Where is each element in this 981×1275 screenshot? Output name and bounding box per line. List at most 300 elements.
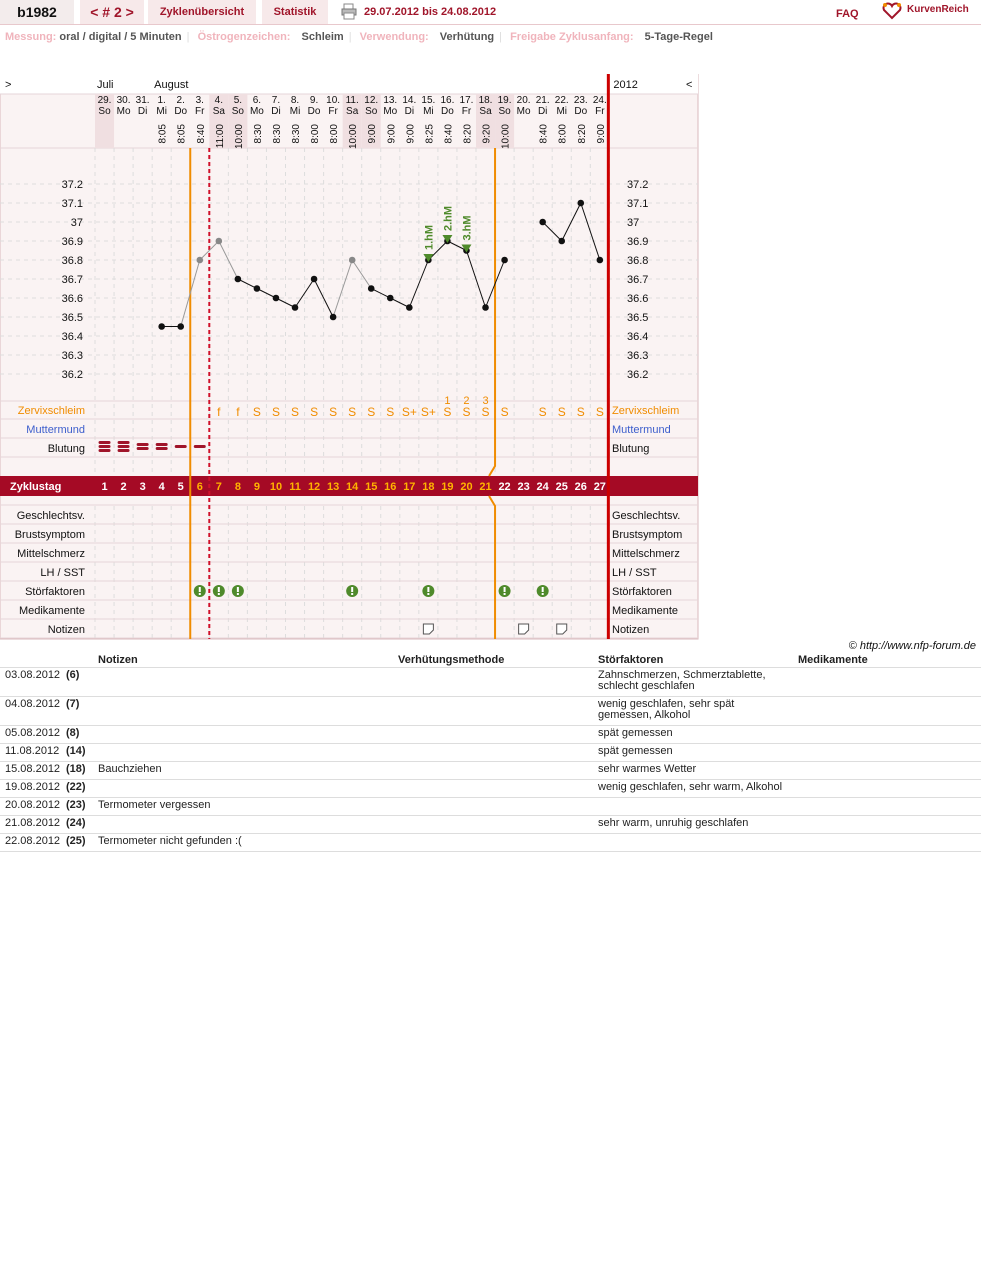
weekday-label: Sa [212,106,225,117]
info-value: 5-Tage-Regel [644,31,713,43]
bleeding-mark [99,449,111,452]
row-note [93,780,393,798]
info-label: Freigabe Zyklusanfang: [510,31,634,43]
row-note [93,816,393,834]
row-medication [793,762,981,780]
date-label: 8. [290,95,300,106]
cycle-day-number: 17 [403,481,416,493]
cycle-day-number: 26 [574,481,587,493]
row-cycle-day: (23) [66,798,93,816]
temp-point [216,238,223,245]
date-label: 29. [97,95,112,106]
cycle-day-number: 2 [120,481,127,493]
table-row [0,744,981,762]
cycle-day-number: 8 [234,481,241,493]
date-label: 2. [176,95,185,106]
row-method [393,816,593,834]
weekday-label: So [498,106,511,117]
temp-point [330,314,337,321]
weekday-label: Mi [289,106,301,117]
cycle-day-number: 13 [327,481,340,493]
time-label: 9:00 [367,124,379,144]
row-label-left: Muttermund [26,424,85,436]
logo[interactable]: KurvenReich [907,4,969,15]
row-note [93,697,393,726]
cycle-day-number: 1 [101,481,108,493]
row-note: Termometer nicht gefunden :( [93,834,393,852]
weekday-label: Sa [479,106,492,117]
info-value: Schleim [301,31,344,43]
row-label-left: Geschlechtsv. [16,510,85,522]
disturbance-icon [346,585,358,597]
y-tick-left: 36.6 [61,293,83,305]
disturbance-dot [504,593,506,595]
table-row [0,780,981,798]
row-method [393,798,593,816]
temp-point [368,285,375,292]
weekday-label: Sa [346,106,359,117]
row-date: 15.08.2012 [0,762,66,780]
date-label: 19. [497,95,512,106]
row-medication [793,668,981,697]
top-bar [0,0,981,25]
row-note [93,744,393,762]
date-label: 9. [309,95,319,106]
weekday-label: So [365,106,378,117]
mucus-mark: S [443,405,452,419]
time-label: 8:20 [576,124,588,144]
row-cycle-day: (25) [66,834,93,852]
disturbance-mark [427,587,429,592]
mucus-mark: f [236,405,240,419]
cycle-day-number: 16 [384,481,397,493]
date-label: 22. [554,95,569,106]
date-label: 7. [271,95,281,106]
weekday-label: Di [404,106,415,117]
cycle-day-number: 20 [460,481,473,493]
time-label: 8:30 [271,124,283,144]
weekday-label: Mo [249,106,264,117]
row-label-right: Blutung [612,443,650,455]
bleeding-mark [156,443,168,446]
date-label: 6. [252,95,262,106]
time-label: 10:00 [500,124,512,150]
time-label: 8:00 [557,124,569,144]
bleeding-mark [99,445,111,448]
y-tick-left: 36.7 [61,274,83,286]
chart-nav-prev: > [5,79,12,91]
temp-point [235,276,242,283]
cycle-day-number: 14 [346,481,359,493]
row-label-right: Medikamente [612,605,679,617]
cycle-navigation[interactable]: < # 2 > [80,0,144,24]
disturbance-dot [427,593,429,595]
col-disturbances: Störfaktoren [593,653,793,668]
row-disturbances: wenig geschlafen, sehr spät gemessen, Alkohol [593,697,793,726]
month-label: Juli [97,79,114,91]
table-row [0,762,981,780]
row-disturbances: sehr warmes Wetter [593,762,793,780]
copyright-url: http://www.nfp-forum.de [859,640,976,652]
row-date: 05.08.2012 [0,726,66,744]
heart-logo-icon [881,2,903,20]
row-note: Termometer vergessen [93,798,393,816]
count-label: 2 [463,395,470,407]
row-method [393,780,593,798]
weekday-label: Do [574,106,588,117]
row-disturbances [593,798,793,816]
mucus-mark: S+ [420,405,436,419]
disturbance-mark [542,587,544,592]
time-label: 8:05 [157,124,169,144]
table-row [0,798,981,816]
mucus-mark: S [329,405,338,419]
measurement-info: Messung: oral / digital / 5 Minuten | Östrogenzeichen: Schleim | Verwendung: Verhütung | Freigabe Zyklusanfang: 5-Tage-Regel [5,31,713,43]
bleeding-mark [137,443,149,446]
info-label: Verwendung: [359,31,429,43]
row-label-left: LH / SST [40,567,85,579]
info-value: oral / digital / 5 Minuten [59,31,182,43]
row-label-left: Störfaktoren [25,586,85,598]
weekday-label: Fr [195,106,205,117]
disturbance-mark [237,587,239,592]
time-label: 8:05 [176,124,188,144]
date-label: 18. [478,95,493,106]
row-medication [793,816,981,834]
cycle-day-number: 10 [269,481,283,493]
y-tick-right: 36.2 [627,369,649,381]
row-medication [793,744,981,762]
cycle-day-number: 9 [253,481,260,493]
disturbance-mark [218,587,220,592]
cycle-day-number: 24 [536,481,549,493]
y-tick-right: 37.2 [627,179,649,191]
high-measure-label: 2.hM [442,205,455,231]
user-name: b1982 [0,0,74,24]
cycle-day-number: 11 [289,481,301,493]
cycle-day-number: 4 [158,481,165,493]
y-tick-left: 37.1 [61,198,83,210]
row-label-right: Muttermund [612,424,671,436]
table-row [0,834,981,852]
cycle-day-number: 27 [593,481,606,493]
date-label: 16. [440,95,455,106]
disturbance-icon [232,585,244,597]
mucus-mark: S [310,405,319,419]
weekday-label: Mi [156,106,167,117]
table-row [0,816,981,834]
weekday-label: Do [174,106,188,117]
time-label: 10:00 [233,124,245,150]
row-note [93,668,393,697]
disturbance-mark [504,587,506,592]
weekday-label: Mi [556,106,568,117]
mucus-mark: S [576,405,585,419]
weekday-label: Do [441,106,454,117]
mucus-mark: S [595,405,604,419]
row-method [393,834,593,852]
y-tick-right: 36.5 [627,312,649,324]
row-cycle-day: (18) [66,762,93,780]
date-label: 14. [402,95,417,106]
col-notes: Notizen [93,653,393,668]
year-label: 2012 [613,79,638,91]
temp-point [311,276,318,283]
disturbance-dot [542,593,544,595]
row-label-left: Blutung [47,443,85,455]
row-date: 03.08.2012 [0,668,66,697]
row-label-left: Medikamente [18,605,85,617]
row-disturbances [593,834,793,852]
weekday-label: Fr [461,106,472,117]
cycle-day-number: 5 [177,481,184,493]
date-label: 15. [421,95,436,106]
col-method: Verhütungsmethode [393,653,593,668]
time-label: 10:00 [348,124,360,150]
y-tick-right: 36.7 [627,274,649,286]
y-tick-right: 36.4 [627,331,649,343]
weekday-label: So [98,106,111,117]
temp-point [254,285,261,292]
row-label-left: Mittelschmerz [17,548,85,560]
temp-point [158,323,165,330]
weekday-label: Di [537,106,548,117]
cycle-day-number: 18 [422,481,435,493]
disturbance-dot [237,593,239,595]
disturbance-icon [194,585,206,597]
row-cycle-day: (8) [66,726,93,744]
mucus-mark: S [252,405,261,419]
bleeding-mark [118,449,130,452]
cycle-day-number: 6 [196,481,203,493]
temp-point [273,295,280,302]
time-label: 8:30 [252,124,264,144]
row-note [93,726,393,744]
temperature-chart [0,74,700,640]
y-tick-left: 36.2 [61,369,83,381]
cycle-day-number: 7 [215,481,222,493]
row-label-left: Brustsymptom [14,529,85,541]
time-label: 8:25 [424,124,436,144]
mucus-mark: S [386,405,395,419]
table-row [0,668,981,697]
temp-point [501,257,508,264]
date-label: 13. [383,95,398,106]
time-label: 8:40 [195,124,207,144]
time-label: 8:30 [291,124,303,144]
y-tick-right: 36.6 [627,293,649,305]
info-label: Östrogenzeichen: [197,31,291,43]
row-medication [793,726,981,744]
row-disturbances: spät gemessen [593,744,793,762]
y-tick-left: 36.4 [61,331,83,343]
mucus-mark: S+ [401,405,417,419]
count-label: 1 [444,395,451,407]
info-label: Messung: [5,31,57,43]
y-tick-right: 36.9 [627,236,649,248]
mucus-mark: S [500,405,509,419]
high-measure-label: 1.hM [423,224,436,250]
weekday-label: Fr [328,106,338,117]
bleeding-mark [99,441,111,444]
row-note: Bauchziehen [93,762,393,780]
mucus-mark: S [538,405,547,419]
row-date: 11.08.2012 [0,744,66,762]
row-method [393,744,593,762]
y-tick-left: 36.5 [61,312,83,324]
disturbance-icon [537,585,549,597]
date-label: 21. [535,95,550,106]
row-label-right: Brustsymptom [612,529,683,541]
row-medication [793,780,981,798]
table-row [0,697,981,726]
mucus-mark: S [481,405,490,419]
disturbance-icon [213,585,225,597]
disturbance-icon [422,585,434,597]
cycle-day-number: 23 [517,481,530,493]
temp-point [482,304,489,311]
disturbance-dot [199,593,201,595]
row-date: 21.08.2012 [0,816,66,834]
row-medication [793,798,981,816]
y-tick-right: 37.1 [627,198,649,210]
row-method [393,762,593,780]
row-label-left: Notizen [47,624,85,636]
cycle-day-number: 3 [139,481,146,493]
date-label: 23. [573,95,588,106]
disturbance-dot [351,593,353,595]
date-label: 5. [233,95,243,106]
row-label-right: LH / SST [612,567,657,579]
row-medication [793,834,981,852]
row-label-left: Zervixschleim [17,405,85,417]
mucus-mark: f [217,405,221,419]
mucus-mark: S [462,405,471,419]
mucus-mark: S [367,405,376,419]
cycle-chart [0,74,700,640]
row-disturbances: sehr warm, unruhig geschlafen [593,816,793,834]
cycle-day-label: Zyklustag [10,481,62,493]
row-date: 19.08.2012 [0,780,66,798]
date-label: 1. [157,95,166,106]
cycle-day-number: 22 [498,481,511,493]
table-header-row [0,653,981,668]
temp-point [558,238,565,245]
chart-nav-next: < [686,79,693,91]
cycle-day-number: 15 [365,481,378,493]
y-tick-right: 36.3 [627,350,649,362]
time-label: 8:20 [462,124,474,144]
temp-point [387,295,394,302]
row-method [393,697,593,726]
cycle-day-number: 25 [555,481,568,493]
count-label: 3 [482,395,489,407]
weekday-label: Di [271,106,281,117]
row-disturbances: wenig geschlafen, sehr warm, Alkohol [593,780,793,798]
row-cycle-day: (24) [66,816,93,834]
temp-point [406,304,413,311]
time-label: 8:00 [329,124,341,144]
cycle-day-number: 12 [307,481,321,493]
row-cycle-day: (14) [66,744,93,762]
time-label: 8:00 [310,124,322,144]
date-label: 11. [345,95,359,106]
row-method [393,668,593,697]
y-tick-left: 36.8 [61,255,83,267]
printer-icon[interactable] [341,3,357,20]
mucus-mark: S [348,405,357,419]
date-label: 4. [214,95,223,106]
bleeding-mark [175,445,187,448]
weekday-label: Mo [383,106,398,117]
mucus-mark: S [291,405,300,419]
high-measure-label: 3.hM [461,215,474,241]
temp-point [349,257,356,264]
bleeding-mark [118,445,130,448]
disturbance-mark [351,587,353,592]
cycle-day-number: 21 [479,481,492,493]
temp-point [577,200,584,207]
date-label: 24. [592,95,607,106]
row-cycle-day: (7) [66,697,93,726]
date-label: 12. [364,95,379,106]
row-label-right: Notizen [612,624,650,636]
time-label: 9:00 [595,124,607,144]
weekday-label: Mi [423,106,434,117]
temp-point [539,219,546,226]
time-label: 9:20 [481,124,493,144]
row-disturbances: Zahnschmerzen, Schmerztablette, schlecht geschlafen [593,668,793,697]
bleeding-mark [118,441,130,444]
mucus-mark: S [557,405,566,419]
weekday-label: Mo [116,106,131,117]
weekday-label: Di [137,106,148,117]
row-date: 04.08.2012 [0,697,66,726]
row-date: 20.08.2012 [0,798,66,816]
row-date: 22.08.2012 [0,834,66,852]
disturbance-mark [199,587,201,592]
date-label: 17. [459,95,474,106]
tab-statistics[interactable]: Statistik [262,0,328,24]
y-tick-left: 36.3 [61,350,83,362]
chart-background [0,74,698,639]
temp-point [597,257,604,264]
y-tick-right: 36.8 [627,255,649,267]
notes-table [0,653,981,852]
bleeding-mark [194,445,206,448]
copyright: © http://www.nfp-forum.de [848,640,976,652]
row-medication [793,697,981,726]
time-label: 8:40 [443,124,455,144]
info-value: Verhütung [439,31,495,43]
y-tick-left: 36.9 [61,236,83,248]
temp-point [196,257,203,264]
row-cycle-day: (22) [66,780,93,798]
cycle-day-number: 19 [441,481,454,493]
tab-cycle-overview[interactable]: Zyklenübersicht [148,0,256,24]
time-label: 8:40 [538,124,550,144]
time-label: 9:00 [405,124,417,144]
table-row [0,726,981,744]
row-cycle-day: (6) [66,668,93,697]
row-disturbances: spät gemessen [593,726,793,744]
date-label: 31. [135,95,150,106]
disturbance-dot [218,593,220,595]
faq-link[interactable]: FAQ [836,8,859,20]
time-label: 9:00 [386,124,398,144]
date-label: 30. [116,95,131,106]
weekday-label: Do [307,106,321,117]
